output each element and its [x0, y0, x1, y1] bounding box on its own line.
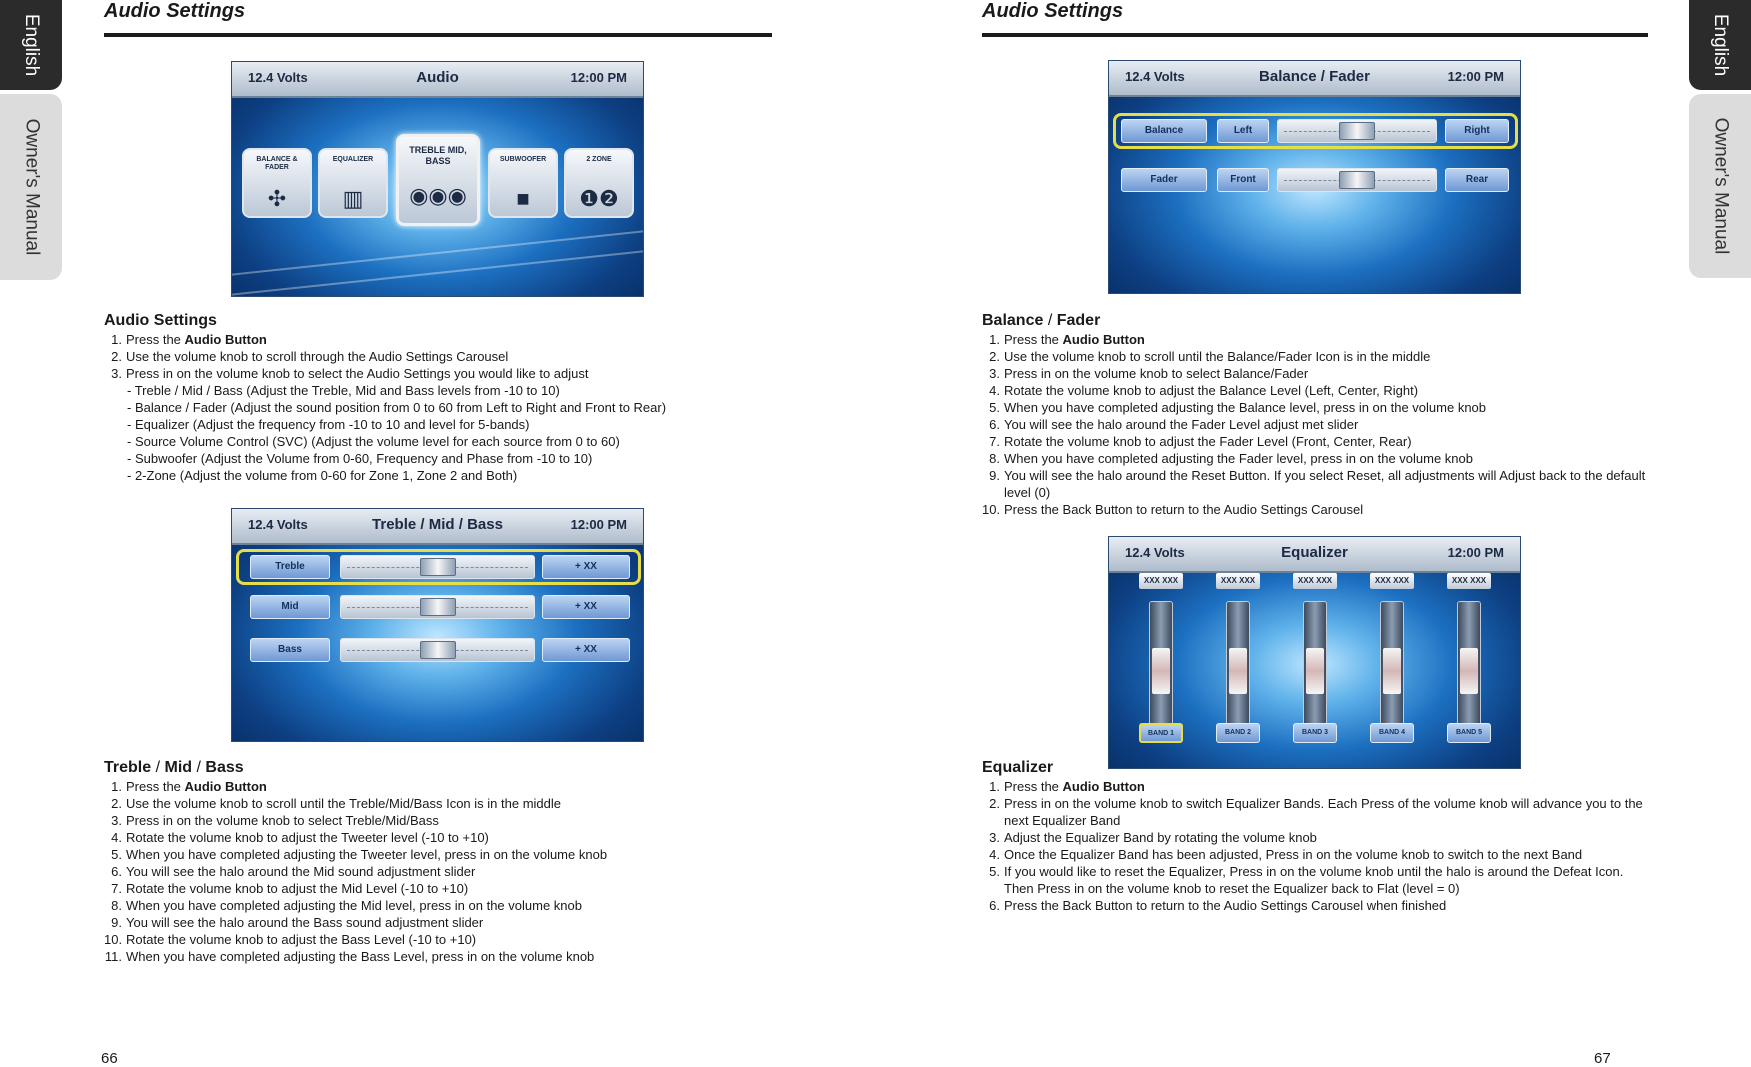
volts-readout: 12.4 Volts: [248, 70, 308, 85]
carousel-equalizer[interactable]: [318, 148, 388, 218]
page-title-right: Audio Settings: [982, 0, 1124, 22]
tab-owners-manual-label: Owner's Manual: [21, 118, 42, 256]
speaker-icon: ■: [516, 186, 530, 211]
list-item: 10. Press the Back Button to return to the Audio Settings Carousel: [982, 502, 1364, 517]
mid-slider[interactable]: [340, 595, 535, 619]
list-item: 8. When you have completed adjusting the Fader level, press in on the volume knob: [989, 451, 1473, 466]
header-rule-left: [104, 33, 772, 37]
list-item: 6. You will see the halo around the Mid sound adjustment slider: [111, 864, 476, 879]
carousel-treble-mid-bass[interactable]: [396, 134, 480, 226]
screen-title: Equalizer: [1281, 544, 1348, 561]
slider-knob[interactable]: [1460, 648, 1478, 694]
balance-fader-steps: [982, 331, 1646, 518]
screen-status-bar: [232, 509, 643, 545]
knobs-icon: ◉◉◉: [409, 183, 467, 208]
list-item: 2. Use the volume knob to scroll until the Balance/Fader Icon is in the middle: [989, 349, 1431, 364]
slider-knob[interactable]: [1339, 171, 1375, 189]
eq-band-button[interactable]: BAND 5: [1447, 723, 1491, 743]
list-item: 2. Use the volume knob to scroll until the Treble/Mid/Bass Icon is in the middle: [111, 796, 561, 811]
slider-knob[interactable]: [1383, 648, 1401, 694]
tab-owners-manual-left[interactable]: [0, 94, 62, 280]
list-subitem: - Treble / Mid / Bass (Adjust the Treble, Mid and Bass levels from -10 to 10): [127, 383, 560, 398]
fader-front-button[interactable]: Front: [1217, 168, 1269, 192]
balance-slider[interactable]: [1277, 119, 1437, 143]
slider-knob[interactable]: [1229, 648, 1247, 694]
bass-value: + XX: [542, 638, 630, 662]
list-item: 9. You will see the halo around the Reset Button. If you select Reset, all adjustments will Adjust back to the default level (0): [989, 468, 1646, 500]
list-item: 11. When you have completed adjusting the Bass Level, press in on the volume knob: [104, 949, 595, 964]
equalizer-icon: ▥: [342, 186, 364, 211]
zones-icon: ❶❷: [579, 186, 619, 211]
list-item: 4. Rotate the volume knob to adjust the Balance Level (Left, Center, Right): [989, 383, 1419, 398]
audio-carousel-screen: [231, 61, 644, 297]
list-item: 8. When you have completed adjusting the Mid level, press in on the volume knob: [111, 898, 582, 913]
header-rule-right: [982, 33, 1648, 37]
eq-band-slider[interactable]: [1149, 601, 1173, 741]
carousel-label: BALANCE & FADER: [256, 156, 298, 171]
treble-mid-bass-steps: [104, 778, 784, 965]
eq-band-slider[interactable]: [1380, 601, 1404, 741]
clock-readout: 12:00 PM: [1447, 545, 1504, 560]
tab-english-label: English: [21, 13, 43, 77]
fader-rear-button[interactable]: Rear: [1445, 168, 1509, 192]
eq-band-tag: XXX XXX: [1139, 573, 1183, 589]
list-item: 5. When you have completed adjusting the Balance level, press in on the volume knob: [989, 400, 1487, 415]
screen-status-bar: [1109, 61, 1520, 97]
list-item: 1. Press the Audio Button: [989, 779, 1145, 794]
list-item: 5. If you would like to reset the Equalizer, Press in on the volume knob until the halo is around the Defeat Icon. Then Press in on the volume knob to reset the Equalizer back to Flat (level = 0): [989, 864, 1624, 896]
treble-button[interactable]: Treble: [250, 555, 330, 579]
screen-streak: [231, 228, 644, 277]
list-item: 3. Press in on the volume knob to select the Audio Settings you would like to adjust: [111, 366, 589, 381]
eq-band-tag: XXX XXX: [1370, 573, 1414, 589]
tab-english-right[interactable]: [1689, 0, 1751, 90]
list-item: 7. Rotate the volume knob to adjust the Mid Level (-10 to +10): [111, 881, 469, 896]
slider-knob[interactable]: [1306, 648, 1324, 694]
list-item: 7. Rotate the volume knob to adjust the Fader Level (Front, Center, Rear): [989, 434, 1412, 449]
fader-button[interactable]: Fader: [1121, 168, 1207, 192]
list-item: 1. Press the Audio Button: [111, 332, 267, 347]
audio-settings-steps: [104, 331, 784, 484]
eq-band-slider[interactable]: [1457, 601, 1481, 741]
eq-band-slider[interactable]: [1303, 601, 1327, 741]
treble-mid-bass-screen: [231, 508, 644, 742]
slider-knob[interactable]: [420, 598, 456, 616]
carousel-label: 2 ZONE: [586, 156, 612, 163]
screen-title: Treble / Mid / Bass: [372, 516, 503, 533]
balance-fader-screen: [1108, 60, 1521, 294]
screen-title: Audio: [416, 69, 459, 86]
screen-title: Balance / Fader: [1259, 68, 1370, 85]
treble-value: + XX: [542, 555, 630, 579]
list-item: 5. When you have completed adjusting the Tweeter level, press in on the volume knob: [111, 847, 608, 862]
list-item: 6. Press the Back Button to return to the Audio Settings Carousel when finished: [989, 898, 1447, 913]
section-title-balance-fader: Balance / Fader: [982, 312, 1101, 329]
balance-left-button[interactable]: Left: [1217, 119, 1269, 143]
list-item: 1. Press the Audio Button: [989, 332, 1145, 347]
list-item: 3. Press in on the volume knob to select Balance/Fader: [989, 366, 1309, 381]
carousel-balance-fader[interactable]: [242, 148, 312, 218]
slider-knob[interactable]: [420, 558, 456, 576]
list-item: 2. Use the volume knob to scroll through the Audio Settings Carousel: [111, 349, 509, 364]
list-item: 4. Once the Equalizer Band has been adjusted, Press in on the volume knob to switch to the next Band: [989, 847, 1583, 862]
eq-band-button[interactable]: BAND 2: [1216, 723, 1260, 743]
carousel-2-zone[interactable]: [564, 148, 634, 218]
clock-readout: 12:00 PM: [570, 70, 627, 85]
bass-slider[interactable]: [340, 638, 535, 662]
list-item: 6. You will see the halo around the Fader Level adjust met slider: [989, 417, 1359, 432]
slider-knob[interactable]: [420, 641, 456, 659]
page-number-left: 66: [101, 1050, 118, 1067]
screen-status-bar: [232, 62, 643, 98]
slider-knob[interactable]: [1152, 648, 1170, 694]
list-item: 3. Adjust the Equalizer Band by rotating the volume knob: [989, 830, 1317, 845]
tab-owners-manual-right[interactable]: [1689, 94, 1751, 278]
list-item: 3. Press in on the volume knob to select Treble/Mid/Bass: [111, 813, 439, 828]
volts-readout: 12.4 Volts: [248, 517, 308, 532]
eq-band-tag: XXX XXX: [1216, 573, 1260, 589]
screen-streak: [231, 248, 644, 297]
mid-value: + XX: [542, 595, 630, 619]
mid-button[interactable]: Mid: [250, 595, 330, 619]
list-item: 4. Rotate the volume knob to adjust the Tweeter level (-10 to +10): [111, 830, 489, 845]
crosshair-icon: ✣: [267, 186, 287, 211]
list-subitem: - Source Volume Control (SVC) (Adjust the volume level for each source from 0 to 60): [127, 434, 620, 449]
balance-right-button[interactable]: Right: [1445, 119, 1509, 143]
list-item: 10. Rotate the volume knob to adjust the Bass Level (-10 to +10): [104, 932, 477, 947]
carousel-label: EQUALIZER: [332, 156, 374, 163]
list-subitem: - Balance / Fader (Adjust the sound position from 0 to 60 from Left to Right and Front to Rear): [127, 400, 667, 415]
tab-owners-manual-label: Owner's Manual: [1710, 117, 1731, 255]
section-title-treble-mid-bass: Treble / Mid / Bass: [104, 759, 244, 776]
screen-status-bar: [1109, 537, 1520, 573]
page-title-left: Audio Settings: [104, 0, 246, 22]
carousel-label: TREBLE MID, BASS: [409, 145, 467, 166]
equalizer-screen: [1108, 536, 1521, 769]
tab-english-label: English: [1710, 13, 1732, 77]
clock-readout: 12:00 PM: [570, 517, 627, 532]
eq-band-tag: XXX XXX: [1293, 573, 1337, 589]
carousel-subwoofer[interactable]: [488, 148, 558, 218]
list-subitem: - 2-Zone (Adjust the volume from 0-60 for Zone 1, Zone 2 and Both): [127, 468, 518, 483]
eq-band-button[interactable]: BAND 4: [1370, 723, 1414, 743]
list-item: 2. Press in on the volume knob to switch Equalizer Bands. Each Press of the volume knob will advance you to the next Equalizer Band: [989, 796, 1643, 828]
list-item: 1. Press the Audio Button: [111, 779, 267, 794]
tab-english-left[interactable]: [0, 0, 62, 90]
slider-knob[interactable]: [1339, 122, 1375, 140]
eq-band-button[interactable]: BAND 3: [1293, 723, 1337, 743]
fader-slider[interactable]: [1277, 168, 1437, 192]
eq-band-tag: XXX XXX: [1447, 573, 1491, 589]
balance-button[interactable]: Balance: [1121, 119, 1207, 143]
clock-readout: 12:00 PM: [1447, 69, 1504, 84]
equalizer-steps: [982, 778, 1646, 914]
list-subitem: - Equalizer (Adjust the frequency from -10 to 10 and level for 5-bands): [127, 417, 530, 432]
volts-readout: 12.4 Volts: [1125, 69, 1185, 84]
page-number-right: 67: [1594, 1050, 1611, 1067]
section-title-equalizer: Equalizer: [982, 759, 1054, 776]
list-subitem: - Subwoofer (Adjust the Volume from 0-60, Frequency and Phase from -10 to 10): [127, 451, 593, 466]
list-item: 9. You will see the halo around the Bass sound adjustment slider: [111, 915, 484, 930]
carousel-label: SUBWOOFER: [499, 156, 547, 163]
volts-readout: 12.4 Volts: [1125, 545, 1185, 560]
treble-slider[interactable]: [340, 555, 535, 579]
bass-button[interactable]: Bass: [250, 638, 330, 662]
eq-band-button[interactable]: BAND 1: [1139, 723, 1183, 743]
section-title-audio-settings: Audio Settings: [104, 312, 217, 329]
eq-band-slider[interactable]: [1226, 601, 1250, 741]
